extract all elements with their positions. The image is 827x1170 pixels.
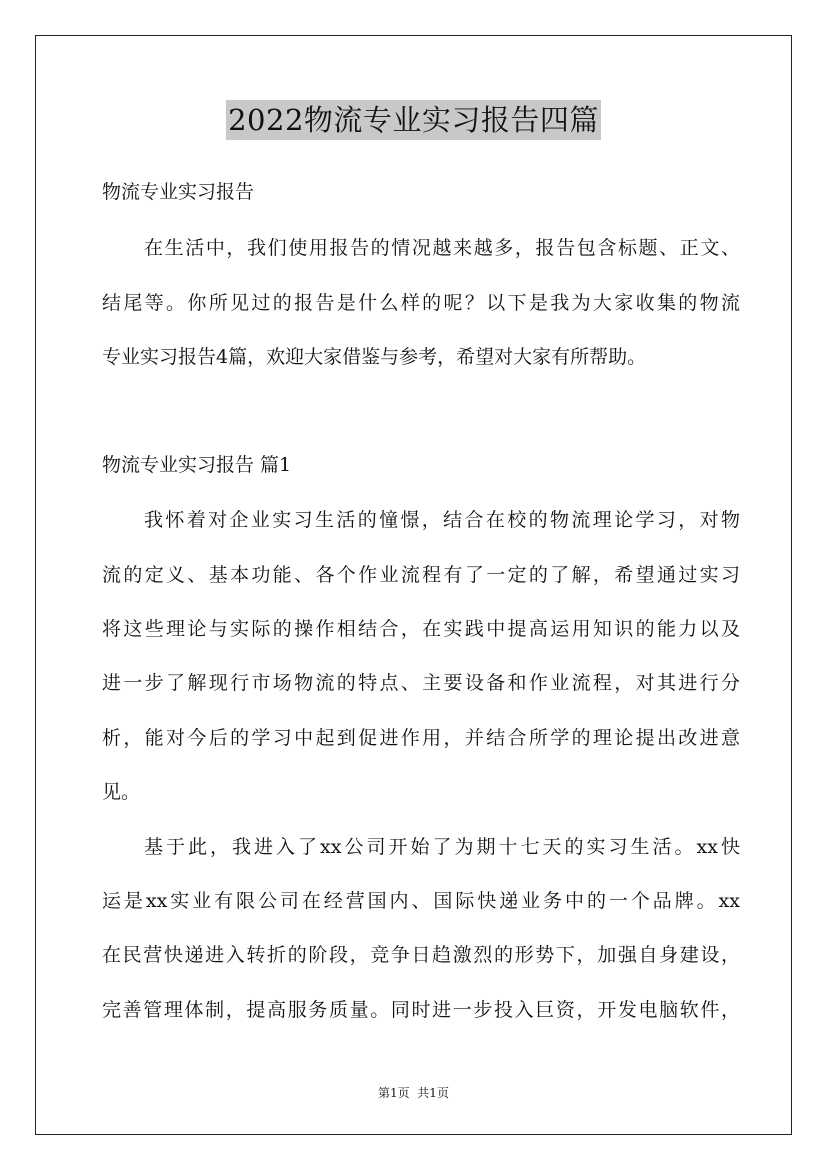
paragraph-line: 完善管理体制，提高服务质量。同时进一步投入巨资，开发电脑软件， — [102, 999, 740, 1021]
section-heading: 物流专业实习报告 篇1 — [102, 454, 292, 476]
title-container — [0, 100, 827, 140]
paragraph-line: 流的定义、基本功能、各个作业流程有了一定的了解，希望通过实习 — [102, 564, 740, 586]
paragraph-line: 析，能对今后的学习中起到促进作用，并结合所学的理论提出改进意 — [102, 727, 740, 749]
paragraph-line: 在生活中，我们使用报告的情况越来越多，报告包含标题、正文、 — [144, 237, 740, 259]
paragraph-line: 基于此，我进入了xx公司开始了为期十七天的实习生活。xx快 — [144, 836, 740, 858]
paragraph-line: 结尾等。你所见过的报告是什么样的呢？以下是我为大家收集的物流 — [102, 292, 740, 314]
paragraph-line: 专业实习报告4篇，欢迎大家借鉴与参考，希望对大家有所帮助。 — [102, 346, 647, 368]
paragraph-line: 我怀着对企业实习生活的憧憬，结合在校的物流理论学习，对物 — [144, 509, 740, 531]
document-title: 2022物流专业实习报告四篇 — [226, 100, 601, 140]
page-number-footer: 第1页 共1页 — [378, 1086, 449, 1100]
section-heading: 物流专业实习报告 — [102, 181, 255, 203]
paragraph-line: 见。 — [102, 781, 141, 803]
paragraph-line: 运是xx实业有限公司在经营国内、国际快递业务中的一个品牌。xx — [102, 890, 740, 912]
paragraph-line: 将这些理论与实际的操作相结合，在实践中提高运用知识的能力以及 — [102, 618, 740, 640]
paragraph-line: 在民营快递进入转折的阶段，竞争日趋激烈的形势下，加强自身建设， — [102, 944, 740, 966]
paragraph-line: 进一步了解现行市场物流的特点、主要设备和作业流程，对其进行分 — [102, 672, 740, 694]
